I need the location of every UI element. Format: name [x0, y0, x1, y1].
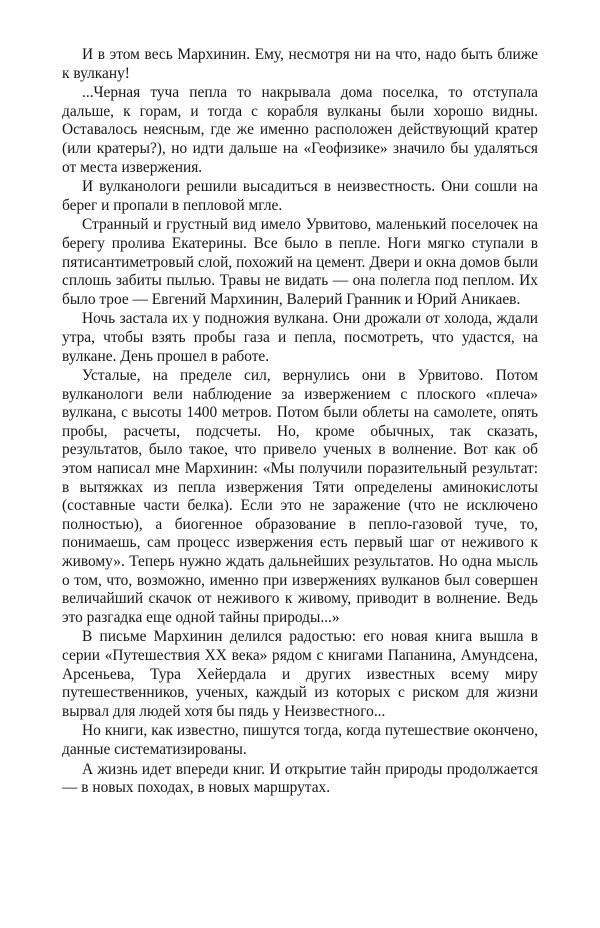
- paragraph-3: И вулканологи решили высадиться в неизвестность. Они сошли на берег и пропали в пепловой мгле.: [62, 178, 538, 214]
- book-page-text: [62, 46, 538, 798]
- paragraph-9: А жизнь идет впереди книг. И открытие тайн природы продолжается — в новых походах, в новых маршрутах.: [62, 760, 538, 797]
- paragraph-5: Ночь застала их у подножия вулкана. Они дрожали от холода, ждали утра, чтобы взять пробы газа и пепла, посмотреть, что удастся, на вулкане. День прошел в работе.: [62, 310, 538, 365]
- paragraph-2: ...Черная туча пепла то накрывала дома поселка, то отступала дальше, к горам, и тогда с корабля вулканы были хорошо видны. Оставалось неясным, где же именно расположен действующий кратер (или кратеры?), но идти дальше на «Геофизике» значило бы удаляться от места извержения.: [62, 84, 538, 176]
- paragraph-7: В письме Мархинин делился радостью: его новая книга вышла в серии «Путешествия XX века» рядом с книгами Папанина, Амундсена, Арсеньева, Тура Хейердала и других известных всему миру путешественников, ученых, каждый из которых с риском для жизни вырвал для людей хотя бы пядь у Неизвестного...: [62, 628, 538, 720]
- paragraph-1: И в этом весь Мархинин. Ему, несмотря ни на что, надо быть ближе к вулкану!: [62, 46, 538, 82]
- paragraph-6: Усталые, на пределе сил, вернулись они в Урвитово. Потом вулканологи вели наблюдение за извержением с плоского «плеча» вулкана, с высоты 1400 метров. Потом были облеты на самолете, опять пробы, расчеты, подсчеты. Но, кроме обычных, так сказать, результатов, было такое, что привело ученых в волнение. Вот как об этом написал мне Мархинин: «Мы получили поразительный результат: в вытяжках из пепла извержения Тяти определены аминокислоты (составные части белка). Если это не заражение (что не исключено полностью), а биогенное образование в пепло-газовой туче, то, понимаешь, сам процесс извержения есть первый шаг от неживого к живому». Теперь нужно ждать дальнейших результатов. Но одна мысль о том, что, возможно, именно при извержениях вулканов был совершен величайший скачок от неживого к живому, приводит в волнение. Ведь это разгадка еще одной тайны природы...»: [62, 367, 538, 626]
- paragraph-4: Странный и грустный вид имело Урвитово, маленький поселочек на берегу пролива Екатерины. Все было в пепле. Ноги мягко ступали в пятисантиметровый слой, похожий на цемент. Двери и окна домов были сплошь забиты пылью. Травы не видать — она полегла под пеплом. Их было трое — Евгений Мархинин, Валерий Гранник и Юрий Аникаев.: [62, 216, 538, 308]
- paragraph-8: Но книги, как известно, пишутся тогда, когда путешествие окончено, данные систематизированы.: [62, 722, 538, 758]
